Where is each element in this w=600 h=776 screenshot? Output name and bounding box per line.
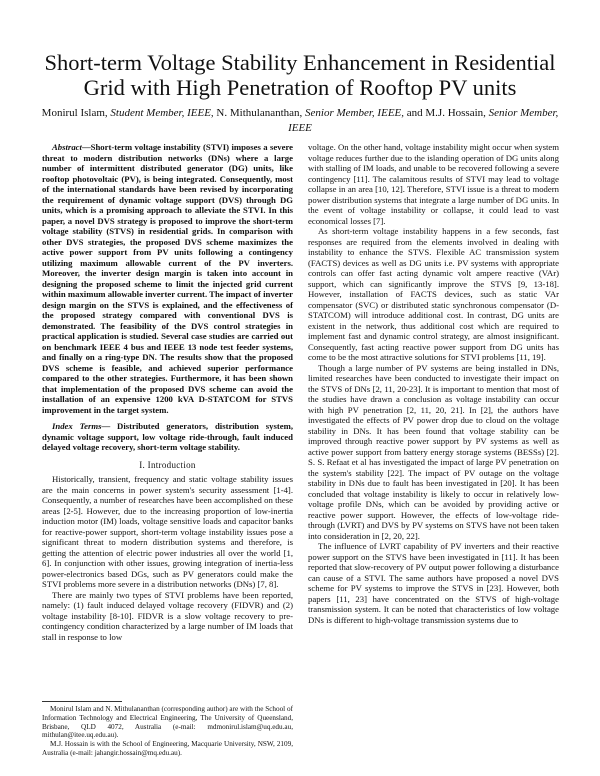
left-column [42, 142, 293, 642]
footnote [42, 701, 293, 758]
index-terms-text: — Distributed generators, distribution system, dynamic voltage support, low voltage ride-through, fault induced delayed voltage recovery, short-term voltage stability. [42, 421, 294, 452]
index-terms-label: Index Terms [52, 421, 102, 431]
body-paragraph: voltage. On the other hand, voltage instability might occur when system voltage reduces further due to the islanding operation of DG units along with stalling of IM loads, and unable to be recovered following a severe contingency [11]. The calamitous results of STVI may lead to voltage collapse in an area [10, 12]. Therefore, STVI issue is a threat to modern power distribution systems that integrate a large number of DG units. In the event of voltage instability or collapse, it could lead to vast economical losses [7]. [308, 142, 559, 226]
author-name: Monirul Islam, [41, 107, 108, 119]
footnote-rule [42, 701, 122, 702]
author-affiliation-role: Student Member, IEEE, [110, 107, 214, 119]
author-name: and M.J. Hossain, [406, 107, 486, 119]
body-paragraph: The influence of LVRT capability of PV inverters and their reactive power support on the STVS have been investigated in [11]. It has been reported that slow-recovery of PV output power following a disturbance can cause of a STVI. The same authors have proposed a novel DVS scheme for PV systems to improve the STVS in [23]. However, both papers [11, 23] have concentrated on the STVS of high-voltage transmission system. It can be noted that characteristics of low voltage DNs is different to high-voltage transmission systems due to [308, 541, 559, 625]
body-paragraph: As short-term voltage instability happens in a few seconds, fast responses are required from the elements involved in dealing with instability to enhance the STVS. Flexible AC transmission system (FACTS) devices as well as DG units i.e. PV systems with appropriate controls can offer fast acting dynamic volt ampere reactive (VAr) support, which can significantly improve the STVS [9, 13-18]. However, installation of FACTS devices, such as static VAr compensator (SVC) or distributed static synchronous compensator (D-STATCOM) will introduce additional cost. In contrast, DG units are existent in the network, thus additional cost which are required to implement fast and dynamic control strategy, are almost insignificant. Consequently, fast acting reactive power support from DG units has come to be the most attractive solutions for STVI problems [11, 19]. [308, 226, 559, 362]
abstract [42, 142, 293, 415]
author-name: N. Mithulananthan, [216, 107, 303, 119]
abstract-label: Abstract [52, 142, 82, 152]
footnote-text: Monirul Islam and N. Mithulananthan (corresponding author) are with the School of Information Technology and Electrical Engineering, The University of Queensland, Brisbane, QLD 4072, Australia (e-mail: mdmonirul.islam@uq.edu.au, mithulan@itee.uq.edu.au). [42, 705, 293, 740]
section-heading: I. Introduction [139, 459, 196, 470]
author-affiliation-role: Senior Member, IEEE, [305, 107, 405, 119]
author-line [40, 106, 560, 136]
body-paragraph: Historically, transient, frequency and static voltage stability issues are the main concerns in power system's security assessment [1-4]. Consequently, a number of researches have been accomplished on these areas [2-5]. However, due to the increasing proportion of low-inertia induction motor (IM) loads, voltage sensitive loads and capacitor banks for reactive-power support, short-term voltage instability issues pose a significant threat to modern distribution systems and therefore, is getting the attention of electric power industries all over the world [1, 6]. In conjunction with other issues, growing integration of inertia-less power-electronics based DGs, such as PV generators could make the STVI problems more severe in a distribution networks (DNs) [7, 8]. [42, 474, 293, 589]
footnote-text: M.J. Hossain is with the School of Engineering, Macquarie University, NSW, 2109, Australia (e-mail: jahangir.hossain@mq.edu.au). [42, 740, 293, 757]
abstract-text: —Short-term voltage instability (STVI) imposes a severe threat to modern distribution networks (DNs) where a large number of intermittent distributed generator (DG) units, like rooftop photovoltaic (PV), is being integrated. Consequently, most of the international standards have been revised by incorporating the requirement of dynamic voltage support (DVS) through DG units, which is a promising approach to alleviate the STVI. In this paper, a novel DVS strategy is proposed to improve the short-term voltage stability (STVS) in residential grids. In comparison with other DVS strategies, the proposed DVS scheme maximizes the active power support from PV units following a contingency utilizing maximum allowable current of the PV inverters. Moreover, the inverter design margin is taken into account in designing the proposed scheme to limit the injected grid current within maximum allowable inverter current. The impact of inverter design margin on the STVS is explained, and the effectiveness of the proposed strategy compared with conventional DVS is demonstrated. The feasibility of the DVS control strategies in practical application is studied. Several case studies are carried out on benchmark IEEE 4 bus and IEEE 13 node test feeder systems, and finally on a ring-type DN. The results show that the proposed DVS scheme is feasible, and achieved superior performance compared to the other strategies. Furthermore, it has been shown that implementation of the proposed DVS scheme can avoid the installation of an expensive 1200 kVA D-STATCOM for STVS improvement in the target system. [42, 142, 293, 415]
index-terms [42, 421, 293, 453]
right-column [308, 142, 559, 625]
body-paragraph: Though a large number of PV systems are being installed in DNs, limited researches have been conducted to investigate their impact on the STVS of DNs [2, 11, 20-23]. It is important to mention that most of the studies have drawn a conclusion as voltage instability can occur with high PV penetration [2, 11, 20, 21]. In [2], the authors have investigated the effects of PV power drop due to cloud on the voltage stability in DNs. It has been found that voltage stability can be improved through reactive power support by PV systems as well as active power support from battery energy storage systems (BESSs) [2]. S. S. Refaat et al has investigated the impact of large PV penetration on the system's stability [22]. The impact of PV outage on the voltage stability in DNs due to fault has been investigated in [20]. It has been concluded that voltage instability is likely to occur in relatively low-voltage profile DNs, which can be avoided by providing active or reactive power support. However, the effects of low-voltage ride-through (LVRT) and DVS by PV systems on STVS have not been taken into consideration in [2, 20, 22]. [308, 362, 559, 541]
paper-title: Short-term Voltage Stability Enhancement in Residential Grid with High Penetration of Rooftop PV units [44, 50, 556, 100]
author-affiliation-role: Senior Member, IEEE [288, 107, 559, 134]
body-paragraph: There are mainly two types of STVI problems have been reported, namely: (1) fault induced delayed voltage recovery (FIDVR) and (2) voltage instability [8-10]. FIDVR is a slow voltage recovery to pre-contingency condition characterized by a large number of IM loads that stall in response to low [42, 589, 293, 642]
